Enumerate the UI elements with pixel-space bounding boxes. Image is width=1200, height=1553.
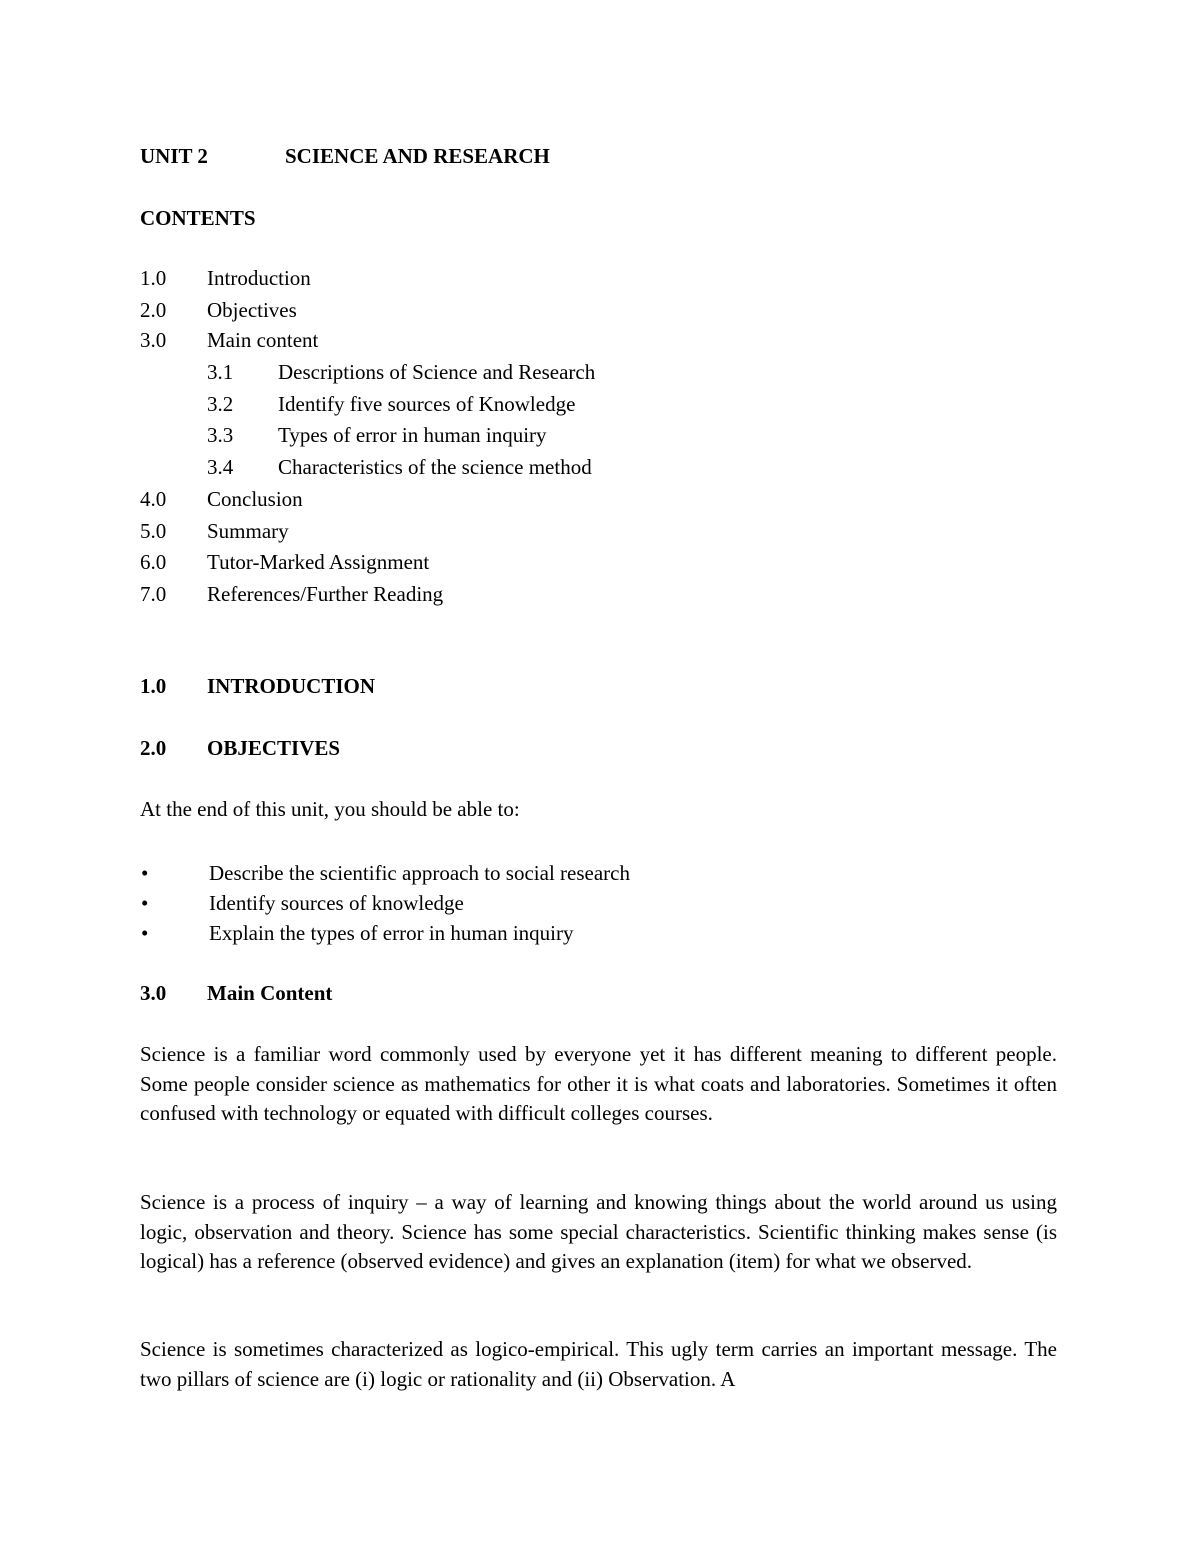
section-number: 1.0 (140, 674, 167, 698)
toc-number: 4.0 (140, 487, 167, 511)
toc-sub-number: 3.2 (207, 392, 234, 416)
section-heading-main-content: Main Content (207, 981, 333, 1005)
objective-item: Identify sources of knowledge (209, 891, 464, 915)
toc-number: 7.0 (140, 582, 167, 606)
toc-number: 6.0 (140, 550, 167, 574)
body-paragraph: Science is a familiar word commonly used by everyone yet it has different meaning to different people. Some people consider science as mathematics for other it is what coats and laboratories. Sometimes it often confused with technology or equated with difficult colleges courses. (140, 1042, 1057, 1125)
toc-number: 1.0 (140, 266, 167, 290)
section-number: 2.0 (140, 736, 167, 760)
section-heading-objectives: OBJECTIVES (207, 736, 341, 760)
toc-number: 5.0 (140, 519, 167, 543)
toc-sub-number: 3.3 (207, 423, 234, 447)
toc-number: 2.0 (140, 298, 167, 322)
toc-label: Conclusion (207, 487, 303, 511)
toc-label: Introduction (207, 266, 311, 290)
toc-sub-label: Types of error in human inquiry (278, 423, 547, 447)
toc-label: Summary (207, 519, 289, 543)
toc-sub-number: 3.1 (207, 360, 234, 384)
toc-label: Objectives (207, 298, 297, 322)
toc-label: References/Further Reading (207, 582, 444, 606)
toc-label: Tutor-Marked Assignment (207, 550, 430, 574)
toc-sub-label: Descriptions of Science and Research (278, 360, 596, 384)
objective-item: Describe the scientific approach to social research (209, 861, 630, 885)
toc-sub-label: Identify five sources of Knowledge (278, 392, 576, 416)
section-number: 3.0 (140, 981, 167, 1005)
toc-sub-label: Characteristics of the science method (278, 455, 592, 479)
body-paragraph: Science is sometimes characterized as logico-empirical. This ugly term carries an important message. The two pillars of science are (i) logic or rationality and (ii) Observation. A (140, 1337, 1057, 1391)
unit-number: UNIT 2 (140, 144, 208, 168)
contents-heading: CONTENTS (140, 206, 256, 230)
section-heading-introduction: INTRODUCTION (207, 674, 376, 698)
bullet-marker: • (141, 921, 149, 945)
body-paragraph: Science is a process of inquiry – a way of learning and knowing things about the world around us using logic, observation and theory. Science has some special characteristics. Scientific thinking makes sense (is logical) has a reference (observed evidence) and gives an explanation (item) for what we observed. (140, 1190, 1057, 1273)
bullet-marker: • (141, 861, 149, 885)
toc-sub-number: 3.4 (207, 455, 234, 479)
toc-number: 3.0 (140, 328, 167, 352)
objectives-intro: At the end of this unit, you should be able to: (140, 797, 520, 821)
objective-item: Explain the types of error in human inquiry (209, 921, 574, 945)
unit-title: SCIENCE AND RESEARCH (285, 144, 550, 168)
bullet-marker: • (141, 891, 149, 915)
toc-label: Main content (207, 328, 319, 352)
